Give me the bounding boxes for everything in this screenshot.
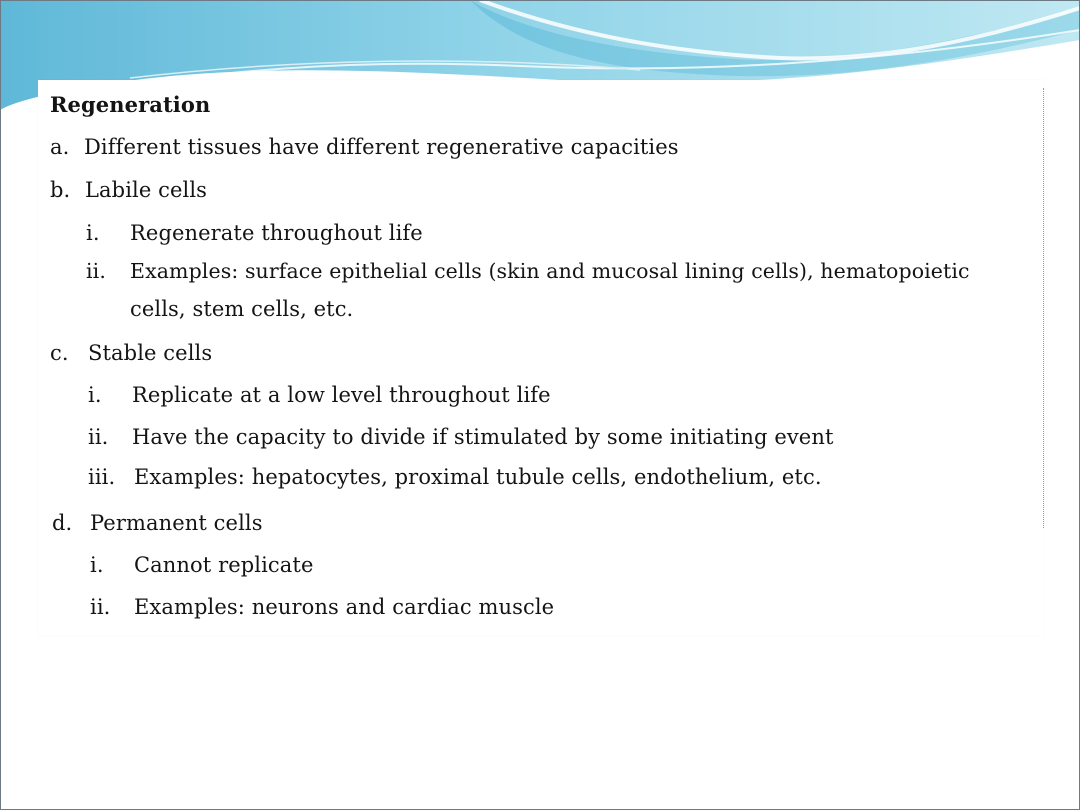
list-item-c (50, 340, 212, 366)
sub-item-text: Have the capacity to divide if stimulated by some initiating event (132, 425, 834, 449)
sub-item-c-iii (88, 464, 822, 490)
sub-item-b-i (86, 220, 423, 246)
list-item-a (50, 134, 679, 160)
sub-item-d-ii (90, 594, 554, 620)
sub-item-text: Examples: hepatocytes, proximal tubule cells, endothelium, etc. (134, 465, 822, 489)
sub-marker: i. (90, 553, 104, 577)
content-panel (38, 80, 1044, 636)
sub-item-d-i (90, 552, 314, 578)
sub-item-b-ii (86, 258, 970, 284)
sub-item-text: Replicate at a low level throughout life (132, 383, 551, 407)
sub-marker: i. (86, 221, 100, 245)
sub-item-c-ii (88, 424, 834, 450)
sub-marker: i. (88, 383, 102, 407)
sub-marker: iii. (88, 465, 116, 489)
list-marker: d. (52, 511, 73, 535)
list-marker: c. (50, 341, 69, 365)
scan-edge-mark (1041, 88, 1044, 528)
sub-marker: ii. (86, 259, 106, 283)
list-item-d (52, 510, 263, 536)
sub-item-text: Cannot replicate (134, 553, 314, 577)
sub-item-text: Regenerate throughout life (130, 221, 423, 245)
list-item-text: Labile cells (85, 178, 208, 202)
list-item-text: Permanent cells (90, 511, 263, 535)
list-item-text: Stable cells (88, 341, 213, 365)
list-marker: b. (50, 178, 71, 202)
list-item-b (50, 177, 207, 203)
sub-item-b-ii-continuation: cells, stem cells, etc. (130, 297, 354, 321)
sub-item-c-i (88, 382, 551, 408)
sub-item-text: Examples: neurons and cardiac muscle (134, 595, 555, 619)
sub-marker: ii. (88, 425, 109, 449)
list-marker: a. (50, 135, 70, 159)
list-item-text: Different tissues have different regenerative capacities (84, 135, 679, 159)
sub-item-text: Examples: surface epithelial cells (skin and mucosal lining cells), hematopoietic (130, 259, 970, 283)
sub-marker: ii. (90, 595, 111, 619)
page-title: Regeneration (50, 92, 211, 117)
